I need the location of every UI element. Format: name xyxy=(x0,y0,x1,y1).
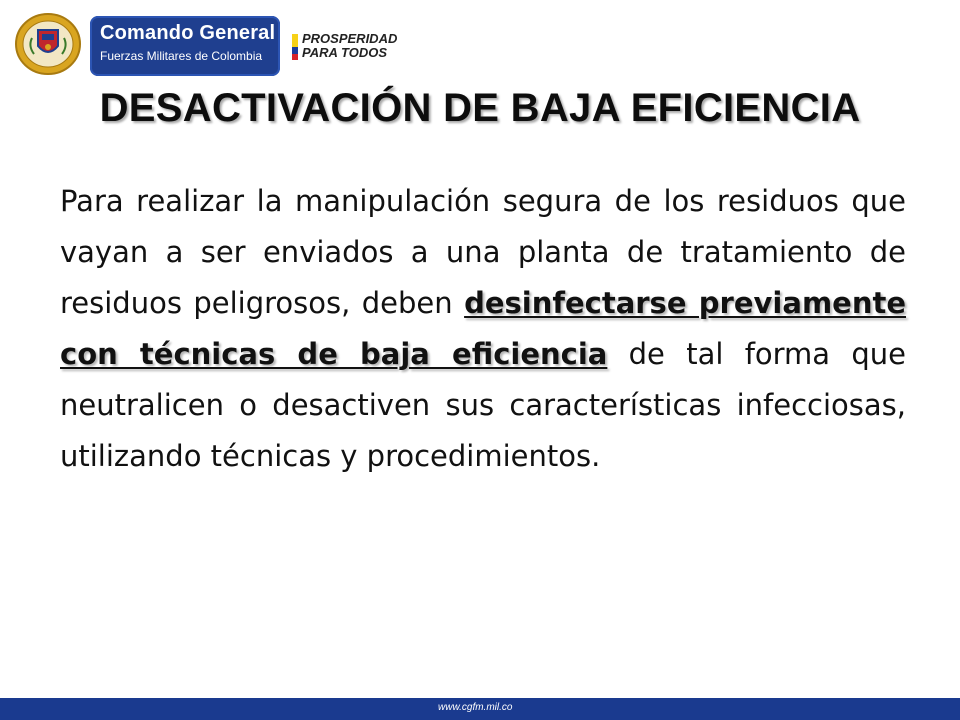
body-paragraph xyxy=(60,176,906,482)
colombia-flag-icon xyxy=(292,34,298,60)
paragraph-ending: de tal forma que neutralicen o desactiven sus características infecciosas, utilizando técnicas y procedimientos. xyxy=(60,337,907,473)
comando-general-logo xyxy=(90,16,280,76)
header-logos xyxy=(14,12,434,74)
footer-website-link[interactable]: www.cgfm.mil.co xyxy=(438,702,513,713)
slide-title: DESACTIVACIÓN DE BAJA EFICIENCIA xyxy=(99,86,861,130)
paragraph-intro: Para realizar la manipulación segura de los residuos que vayan a ser enviados a una planta de tratamiento de residuos peligrosos, deben xyxy=(60,184,906,320)
prosperidad-text xyxy=(302,32,397,60)
logo-title: Comando General xyxy=(100,22,276,44)
footer-bar xyxy=(0,698,960,720)
prosperidad-logo xyxy=(292,30,402,64)
paragraph-emphasis: desinfectarse previamente con técnicas de baja eficiencia xyxy=(60,286,907,371)
military-seal-icon xyxy=(14,12,82,76)
prosperidad-line2: PARA TODOS xyxy=(302,45,387,60)
prosperidad-line1: PROSPERIDAD xyxy=(302,31,398,46)
logo-subtitle: Fuerzas Militares de Colombia xyxy=(100,49,263,63)
